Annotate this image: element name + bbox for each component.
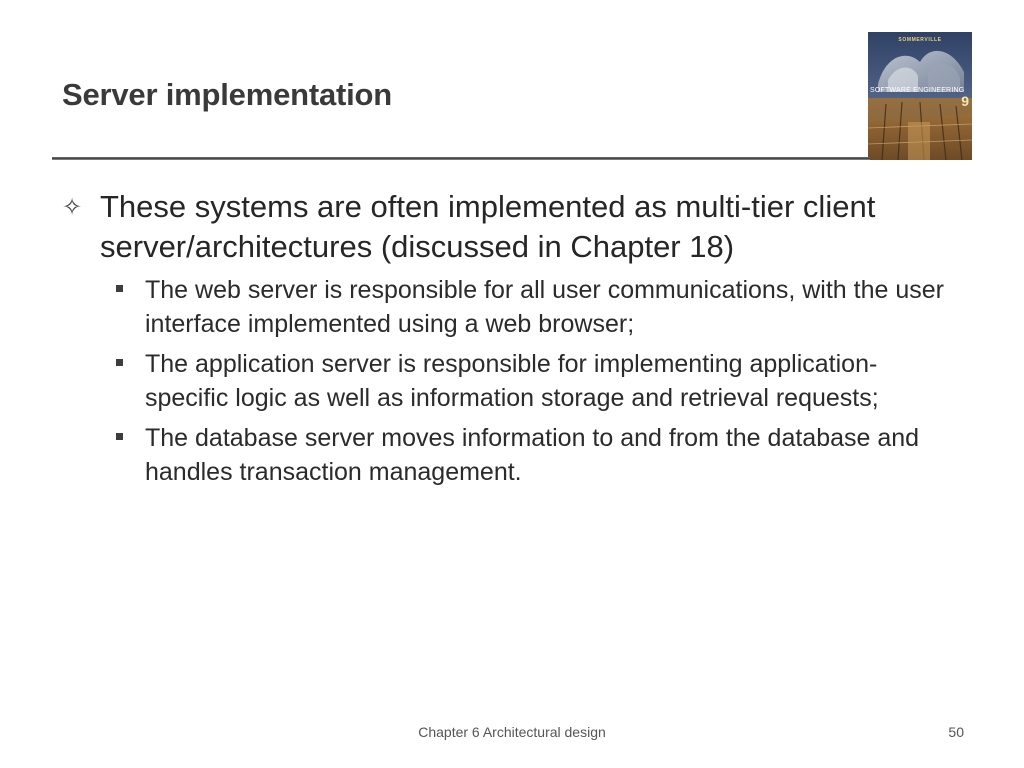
square-bullet-icon: [112, 347, 145, 381]
slide-footer: [0, 724, 1024, 744]
cover-title: SOFTWARE ENGINEERING: [870, 87, 965, 94]
square-bullet-icon: [112, 421, 145, 455]
page-number: 50: [948, 724, 964, 740]
sub-bullet-text: The application server is responsible for implementing application-specific logic as well as information storage and retrieval requests;: [145, 350, 879, 412]
sub-bullet-item: [112, 421, 972, 489]
slide-title: Server implementation: [62, 77, 393, 112]
bullet-text: These systems are often implemented as multi-tier client server/architectures (discussed in Chapter 18): [100, 189, 876, 264]
footer-chapter-title: Chapter 6 Architectural design: [418, 724, 606, 740]
title-divider: [52, 157, 870, 160]
cover-brand: SOMMERVILLE: [898, 37, 942, 43]
square-bullet-icon: [112, 273, 145, 307]
building-illustration: [868, 32, 972, 160]
sub-bullet-text: The web server is responsible for all user communications, with the user interface implemented using a web browser;: [145, 276, 944, 338]
cover-edition: 9: [961, 93, 969, 109]
bullet-level-1: [62, 187, 972, 267]
sub-bullet-list: [112, 273, 972, 489]
sub-bullet-item: [112, 347, 972, 415]
book-cover-image: [868, 32, 972, 160]
slide-content: [62, 187, 972, 495]
sub-bullet-text: The database server moves information to and from the database and handles transaction management.: [145, 424, 920, 486]
four-point-star-icon: ✧: [62, 193, 83, 221]
sub-bullet-item: [112, 273, 972, 341]
